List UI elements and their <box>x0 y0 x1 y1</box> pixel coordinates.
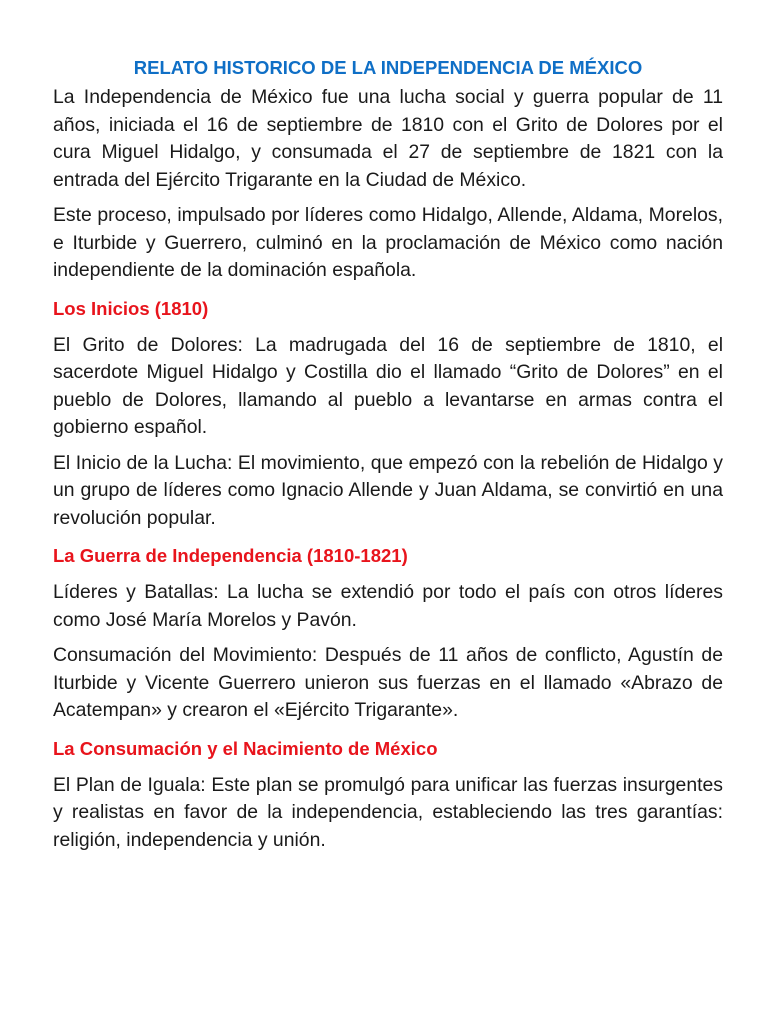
intro-paragraph-1: La Independencia de México fue una lucha social y guerra popular de 11 años, iniciada el 16 de septiembre de 1810 con el Grito de Dolores por el cura Miguel Hidalgo, y consumada el 27 de septiembre de 1821 con la entrada del Ejército Trigarante en la Ciudad de México. <box>53 86 723 191</box>
paragraph-lideres-y-batallas: Líderes y Batallas: La lucha se extendió por todo el país con otros líderes como José María Morelos y Pavón. <box>53 581 723 631</box>
document-title: RELATO HISTORICO DE LA INDEPENDENCIA DE MÉXICO <box>133 57 643 78</box>
intro-paragraph-2: Este proceso, impulsado por líderes como Hidalgo, Allende, Aldama, Morelos, e Iturbide y Guerrero, culminó en la proclamación de México como nación independiente de la dominación española. <box>53 204 723 281</box>
document-page <box>53 54 723 862</box>
paragraph-grito-de-dolores: El Grito de Dolores: La madrugada del 16 de septiembre de 1810, el sacerdote Miguel Hidalgo y Costilla dio el llamado “Grito de Dolores” en el pueblo de Dolores, llamando al pueblo a levantarse en armas contra el gobierno español. <box>53 333 723 438</box>
paragraph-plan-de-iguala: El Plan de Iguala: Este plan se promulgó para unificar las fuerzas insurgentes y realistas en favor de la independencia, estableciendo las tres garantías: religión, independencia y unión. <box>53 773 723 851</box>
section-heading-guerra: La Guerra de Independencia (1810-1821) <box>53 545 408 566</box>
paragraph-consumacion-movimiento: Consumación del Movimiento: Después de 11 años de conflicto, Agustín de Iturbide y Vicente Guerrero unieron sus fuerzas en el llamado «Abrazo de Acatempan» y crearon el «Ejército Trigarante». <box>53 644 723 721</box>
paragraph-inicio-de-la-lucha: El Inicio de la Lucha: El movimiento, que empezó con la rebelión de Hidalgo y un grupo de líderes como Ignacio Allende y Juan Aldama, se convirtió en una revolución popular. <box>53 451 723 529</box>
section-heading-inicios: Los Inicios (1810) <box>53 297 209 319</box>
section-heading-consumacion: La Consumación y el Nacimiento de México <box>53 737 438 759</box>
